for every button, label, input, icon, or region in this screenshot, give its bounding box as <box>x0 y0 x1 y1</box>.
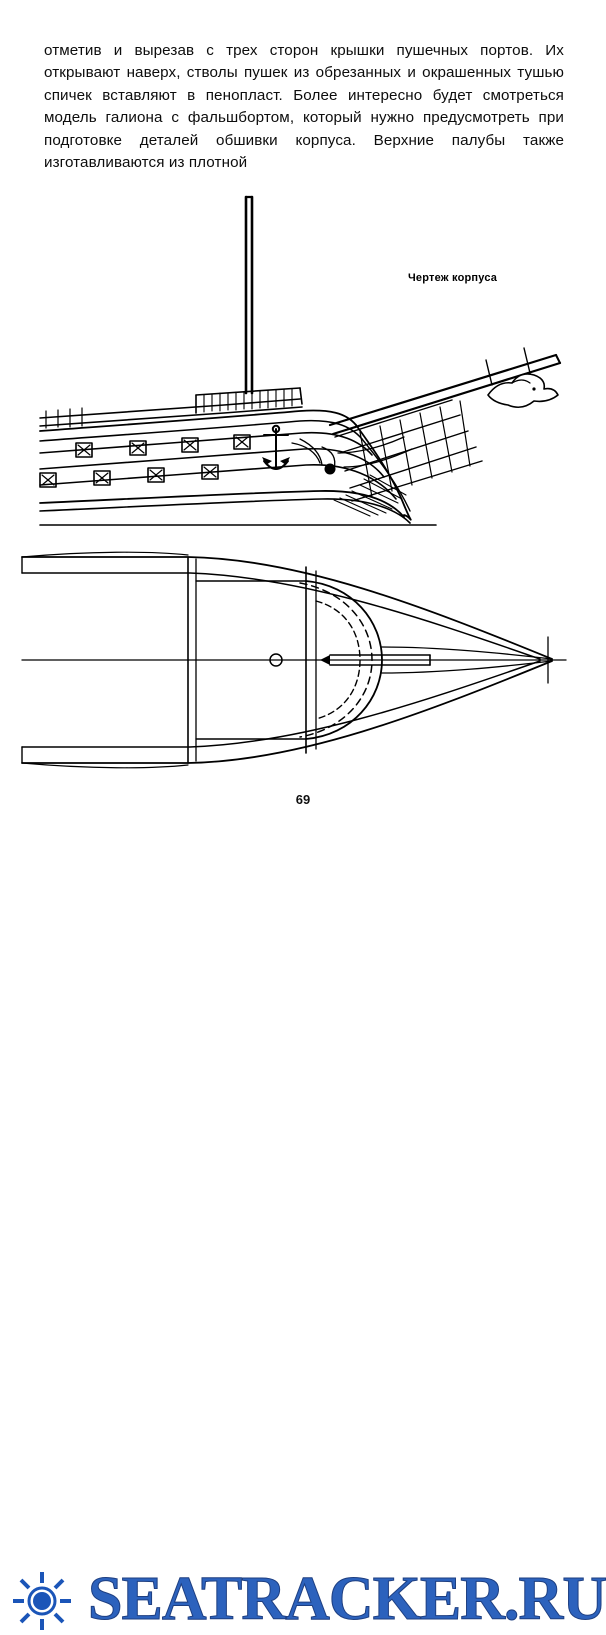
watermark <box>0 778 606 1633</box>
page-number: 69 <box>295 792 311 807</box>
figure-caption: Чертеж корпуса <box>408 272 498 284</box>
page-body-text <box>44 40 564 174</box>
sun-icon <box>8 1570 76 1632</box>
ship-hull-drawing <box>0 185 606 770</box>
plan-view <box>22 552 566 768</box>
side-elevation-view <box>40 197 560 525</box>
watermark-text: SEATRACKER.RU <box>88 1565 606 1633</box>
anchor-detail <box>262 426 290 469</box>
body-paragraph: отметив и вырезав с трех сторон крышки пушечных портов. Их открывают наверх, стволы пушек из обрезанных и окрашенных тушью спичек вставляют в пенопласт. Более интересно будет смотреться модель галиона с фальшбортом, который нужно предусмотреть при подготовке деталей обшивки корпуса. Верхние палубы также изготавливаются из плотной <box>44 42 564 172</box>
